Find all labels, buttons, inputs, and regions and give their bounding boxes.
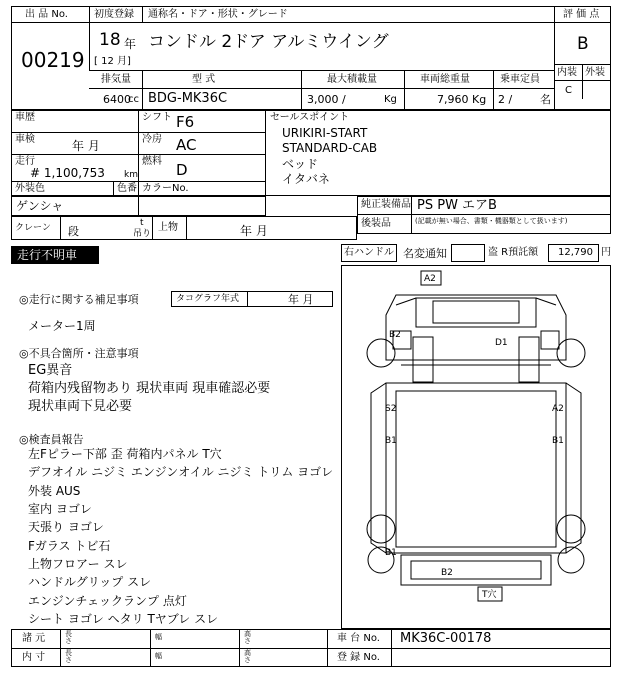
model-value: BDG-MK36C [148, 91, 228, 106]
displacement-label: 排気量 [101, 74, 131, 85]
model-label: 型 式 [192, 74, 216, 85]
travel-header: ◎走行に関する補足事項 [19, 293, 139, 306]
mileage-value: # 1,100,753 [30, 166, 105, 180]
damage-mark: T穴 [482, 590, 497, 600]
tax-unit: 円 [601, 247, 611, 258]
chassis-label: 車 台 No. [337, 633, 380, 644]
fuel-label: 燃料 [142, 156, 162, 167]
inspection-value: 年 月 [72, 139, 100, 153]
inspector-line: 天張り ヨゴレ [28, 520, 104, 534]
crane-body-label: 上物 [158, 222, 178, 233]
reg-year-unit: 年 [124, 37, 137, 51]
inspection-label: 車検 [15, 134, 35, 145]
capacity-unit: 名 [540, 93, 551, 106]
defect-line: EG異音 [28, 363, 73, 378]
gross-weight-value: 7,960 Kg [437, 93, 487, 106]
reg-month: [ 12 月] [94, 56, 131, 67]
sales-point-line: STANDARD-CAB [282, 141, 378, 155]
interior-label: 内装 [557, 67, 577, 78]
inspector-line: 上物フロアー スレ [28, 557, 128, 571]
ac-value: AC [176, 136, 197, 154]
damage-mark: B1 [552, 436, 564, 446]
damage-mark: B1 [385, 548, 397, 558]
grade-label: 評 価 点 [563, 9, 600, 20]
capacity-label: 乗車定員 [500, 74, 540, 85]
crane-row [11, 216, 357, 240]
inspector-line: デフオイル ニジミ エンジンオイル ニジミ トリム ヨゴレ [28, 465, 334, 479]
reg-year: 18 [99, 30, 121, 50]
lot-number: 00219 [21, 48, 85, 72]
lot-label: 出 品 No. [25, 9, 68, 20]
inspector-line: ハンドルグリップ スレ [28, 575, 152, 589]
color-label: カラーNo. [142, 183, 189, 194]
tachograph-label: タコグラフ年式 [176, 294, 240, 304]
aftermarket-note: (記載が無い場合、書類・機器類として扱います) [415, 217, 568, 225]
defect-header: ◎不具合箇所・注意事項 [19, 347, 139, 360]
inspector-line: シート ヨゴレ ヘタリ Tヤブレ スレ [28, 612, 219, 626]
ext-color-value: ゲンシャ [16, 199, 64, 213]
defect-line: 荷箱内残留物あり 現状車両 現車確認必要 [28, 381, 271, 396]
sales-point-line: ベッド [282, 157, 319, 171]
sales-points-label: セールスポイント [270, 112, 350, 123]
chassis-value: MK36C-00178 [400, 631, 492, 646]
crane-hoist-label: 吊り [133, 229, 152, 239]
name-label: 通称名・ドア・形状・グレード [148, 9, 288, 20]
dims-label: 諸 元 [22, 633, 46, 644]
damage-mark: A2 [424, 274, 436, 284]
steering-value: 右ハンドル [344, 247, 394, 258]
inspector-line: 左Fピラー下部 歪 荷箱内パネル T穴 [28, 447, 222, 461]
travel-note-line: メーター1周 [28, 319, 96, 333]
inspector-line: 外装 AUS [28, 484, 81, 498]
equipment-value: PS PW エアB [417, 198, 497, 213]
shift-value: F6 [176, 113, 195, 131]
sales-point-line: URIKIRI-START [282, 126, 368, 140]
damage-mark: B2 [389, 330, 401, 340]
sales-point-line: イタバネ [282, 172, 330, 186]
height-label: 高さ [244, 630, 251, 645]
shift-label: シフト [142, 112, 172, 123]
capacity-value: 2 / [498, 93, 513, 106]
name-change-label: 名変通知 [403, 247, 447, 260]
inspector-line: エンジンチェックランプ 点灯 [28, 594, 187, 608]
inspector-line: 室内 ヨゴレ [28, 502, 92, 516]
fuel-value: D [176, 161, 188, 179]
color-no-label: 色番 [117, 183, 137, 194]
car-name: コンドル 2ドア アルミウイング [148, 32, 389, 52]
defect-line: 現状車両下見必要 [28, 399, 133, 414]
damage-mark: A2 [552, 404, 564, 414]
inner-length-label: 長さ [65, 649, 72, 664]
crane-label: クレーン [15, 223, 51, 233]
inner-height-label: 高さ [244, 649, 251, 664]
width-label: 幅 [155, 633, 162, 641]
crane-stage-unit: 段 [68, 225, 79, 238]
tax-value: 12,790 [558, 247, 593, 258]
ac-label: 冷房 [142, 134, 162, 145]
max-load-unit: Kg [384, 94, 397, 105]
damage-mark: B2 [441, 568, 453, 578]
length-label: 長さ [65, 630, 72, 645]
inner-width-label: 幅 [155, 652, 162, 660]
exterior-label: 外装 [585, 67, 605, 78]
name-change-box [451, 244, 485, 262]
gross-weight-label: 車両総重量 [420, 74, 470, 85]
crane-ton-unit: t [140, 218, 144, 228]
max-load-label: 最大積載量 [327, 74, 377, 85]
ext-color-label: 外装色 [15, 183, 45, 194]
reg-no-label: 登 録 No. [337, 652, 380, 663]
mileage-label: 走行 [15, 156, 35, 167]
inner-label: 内 寸 [22, 652, 46, 663]
inspector-line: Fガラス トビ石 [28, 539, 111, 553]
displacement-unit: cc [128, 94, 139, 105]
interior-grade: C [565, 85, 572, 96]
aftermarket-label: 後装品 [361, 218, 391, 229]
first-reg-label: 初度登録 [94, 9, 134, 20]
tachograph-value: 年 月 [288, 293, 314, 306]
inspector-header: ◎検査員報告 [19, 433, 84, 446]
crane-body-date: 年 月 [240, 224, 268, 238]
tax-label: 盗 R預託額 [488, 247, 539, 258]
max-load-value: 3,000 / [307, 93, 346, 106]
status-banner: 走行不明車 [11, 246, 99, 264]
truck-diagram [341, 265, 611, 629]
mileage-unit: km [124, 170, 138, 180]
equipment-label: 純正装備品 [361, 199, 411, 210]
grade-value: B [577, 34, 589, 54]
damage-mark: S2 [385, 404, 397, 414]
damage-mark: D1 [495, 338, 508, 348]
damage-mark: B1 [385, 436, 397, 446]
history-label: 車歴 [15, 112, 35, 123]
displacement-value: 6400 [103, 93, 131, 106]
